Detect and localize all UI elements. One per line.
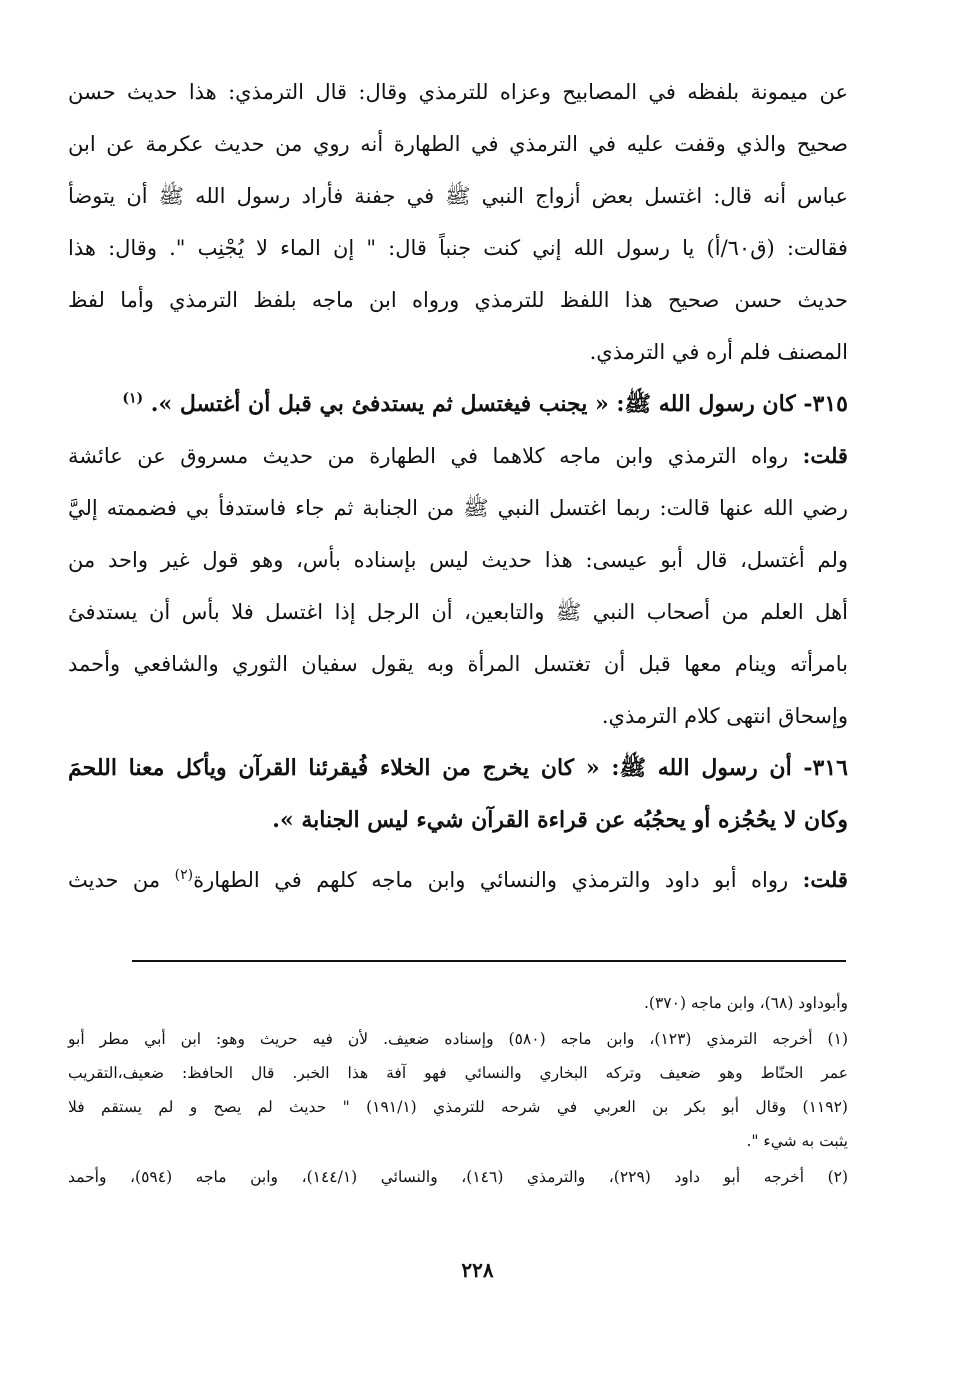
- hadith-315-text: ٣١٥- كان رسول الله ﷺ: « يجنب فيغتسل ثم يستدفئ بي قبل أن أغتسل ».: [150, 391, 848, 417]
- qultu-label: قلت:: [802, 867, 848, 892]
- paragraph-commentary-2: [68, 430, 848, 742]
- footnote-line: يثبت به شيء ".: [746, 1132, 848, 1150]
- footnote-ref-2: (٢): [174, 867, 194, 883]
- footnote-separator: [132, 960, 846, 962]
- text-line: حديث حسن صحيح هذا اللفظ للترمذي ورواه ابن ماجه بلفظ الترمذي وأما لفظ: [68, 288, 848, 312]
- footnote-continuation: وأبوداود (٦٨)، وابن ماجه (٣٧٠).: [643, 994, 848, 1012]
- text-line: [68, 430, 848, 482]
- text-line: فقالت: (ق٦٠/أ) يا رسول الله إني كنت جنباً قال: " إن الماء لا يُجْنِب ". وقال: هذا: [68, 236, 848, 260]
- hadith-316: [68, 742, 848, 846]
- text-line: ولم أغتسل، قال أبو عيسى: هذا حديث ليس بإسناده بأس، وهو قول غير واحد من: [68, 548, 848, 572]
- text-line: وإسحاق انتهى كلام الترمذي.: [601, 704, 848, 728]
- text-span: رواه أبو داود والترمذي والنسائي وابن ماجه كلهم في الطهارة: [193, 868, 789, 892]
- paragraph-commentary-3: [68, 854, 848, 906]
- hadith-316-line: ٣١٦- أن رسول الله ﷺ: « كان يخرج من الخلاء فُيقرئنا القرآن ويأكل معنا اللحمَ: [68, 755, 848, 781]
- footnote-2: (٢) أخرجه أبو داود (٢٢٩)، والترمذي (١٤٦)، والنسائي (١٤٤/١)، وابن ماجه (٥٩٤)، وأحمد: [68, 1168, 849, 1186]
- text-line: أهل العلم من أصحاب النبي ﷺ والتابعين، أن الرجل إذا اغتسل فلا بأس أن يستدفئ: [68, 600, 848, 624]
- hadith-315: [68, 378, 848, 430]
- text-span: رواه الترمذي وابن ماجه كلاهما في الطهارة من حديث مسروق عن عائشة: [68, 444, 789, 468]
- footnote-line: (١١٩٢) وقال أبو بكر بن العربي في شرحه للترمذي (١٩١/١) " حديث لم يصح و لم يستقم فلا: [68, 1098, 848, 1116]
- footnote-ref-1: (١): [122, 390, 144, 407]
- text-line: بامرأته وينام معها قبل أن تغتسل المرأة وبه يقول سفيان الثوري والشافعي وأحمد: [68, 652, 848, 676]
- footnote-line: عمر الحنّاط وهو ضعيف وتركه البخاري والنسائي فهو آفة هذا الخبر. قال الحافظ: ضعيف،التقريب: [68, 1064, 848, 1082]
- main-text: [68, 66, 848, 906]
- text-line: رضي الله عنها قالت: ربما اغتسل النبي ﷺ من الجنابة ثم جاء فاستدفأ بي فضممته إليَّ: [68, 496, 848, 520]
- text-line: صحيح والذي وقفت عليه في الترمذي في الطهارة أنه روي من حديث عكرمة عن ابن: [68, 132, 848, 156]
- page-number: ٢٢٨: [461, 1258, 494, 1282]
- text-span: من حديث: [68, 868, 161, 892]
- text-line: عن ميمونة بلفظه في المصابيح وعزاه للترمذي وقال: قال الترمذي: هذا حديث حسن: [68, 80, 848, 104]
- footnote-1: [68, 1022, 848, 1158]
- hadith-316-line: وكان لا يحُجُزه أو يحجُبُه عن قراءة القرآن شيء ليس الجنابة ».: [272, 807, 848, 833]
- footnotes: [68, 986, 848, 1194]
- text-line: عباس أنه قال: اغتسل بعض أزواج النبي ﷺ في جفنة فأراد رسول الله ﷺ أن يتوضأ: [68, 184, 848, 208]
- qultu-label: قلت:: [802, 443, 848, 468]
- footnote-line: (١) أخرجه الترمذي (١٢٣)، وابن ماجه (٥٨٠) وإسناده ضعيف. لأن فيه حريث وهو: ابن أبي مطر أبو: [68, 1030, 848, 1048]
- text-line: المصنف فلم أره في الترمذي.: [589, 340, 848, 364]
- paragraph-commentary-1: [68, 66, 848, 378]
